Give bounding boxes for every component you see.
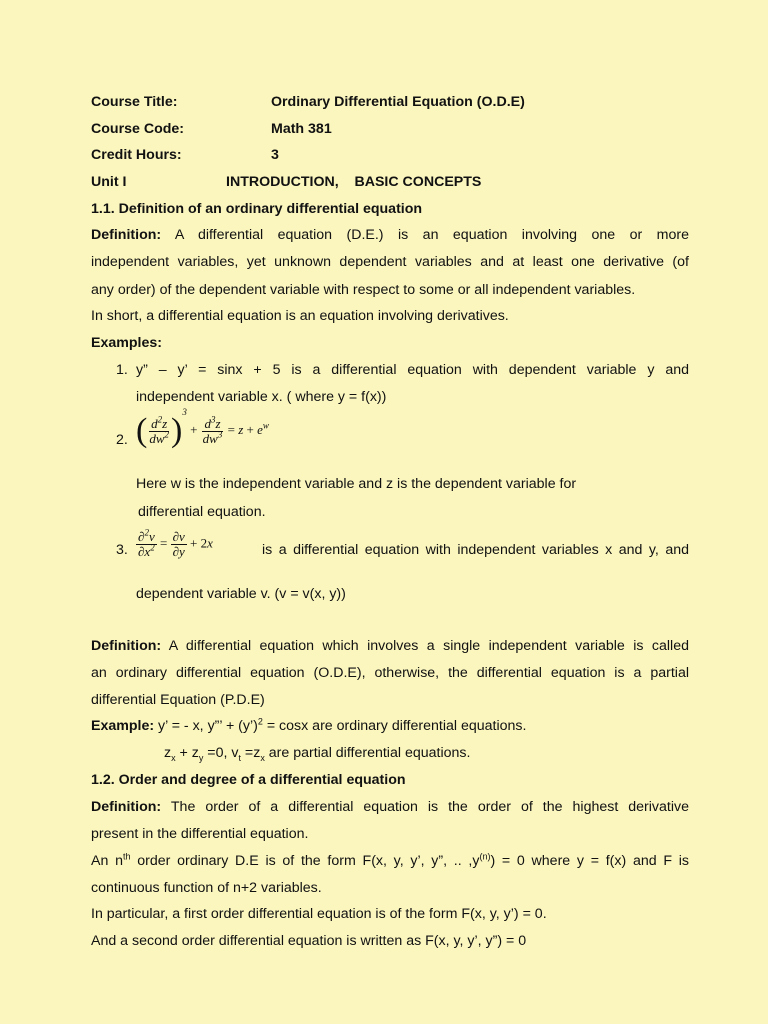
section-heading-1-1: 1.1. Definition of an ordinary differential equation <box>91 201 423 217</box>
nth-order-line2: continuous function of n+2 variables. <box>91 880 322 896</box>
definition-2-text: A differential equation which involves a single independent variable is called <box>168 638 689 654</box>
course-code-label: Course Code: <box>91 121 185 137</box>
example-pde-line: $z_x + z_y =0$, $v_t =z_x$ are partial differential equations. <box>164 745 471 763</box>
definition-1-line3: any order) of the dependent variable with respect to some or all independent variables. <box>91 282 636 298</box>
course-code-row <box>91 120 332 138</box>
nth-order-line1: An $n^{th}$ order ordinary D.E is of the form F(x, y, y’, y”, .. $,y^{(n)}) = 0$ where y = f(x) and F is <box>91 851 689 869</box>
example-3-line1: is a differential equation with independent variables x and y, and <box>262 542 689 558</box>
credit-hours-label: Credit Hours: <box>91 147 182 163</box>
definition-label: Definition: <box>91 227 162 243</box>
fraction-d3z-dw3: $\frac{d^3z}{dw^3}$ <box>202 414 223 446</box>
example-2-equation: ( $\frac{d^2z}{dw^2}$ )$^3$ + $\frac{d^3z}{dw^3}$ = $z + e^w$ <box>136 406 269 449</box>
example-pde-text: are partial differential equations. <box>268 745 471 761</box>
example-2-note-line2: differential equation. <box>138 504 266 520</box>
definition-text: A differential equation (D.E.) is an equation involving one or more <box>174 227 689 243</box>
left-paren: ( <box>136 412 148 449</box>
credit-hours-value: 3 <box>271 147 279 163</box>
example-1-number: 1. <box>116 362 128 378</box>
in-short-line: In short, a differential equation is an equation involving derivatives. <box>91 308 509 324</box>
definition-3-line1 <box>91 798 689 816</box>
course-title-value: Ordinary Differential Equation (O.D.E) <box>271 94 525 110</box>
first-order-line: In particular, a first order differential equation is of the form F(x, y, y’) = 0. <box>91 906 547 922</box>
course-title-label: Course Title: <box>91 94 178 110</box>
section-heading-1-2: 1.2. Order and degree of a differential equation <box>91 772 406 788</box>
example-2-number: 2. <box>116 432 128 448</box>
example-3-number: 3. <box>116 542 128 558</box>
example-ode-text: = cosx are ordinary differential equations. <box>262 718 527 734</box>
example-1-line2: independent variable x. ( where y = f(x)) <box>136 389 387 405</box>
course-title-row <box>91 93 525 111</box>
example-1-line1: y” – y’ = sinx + 5 is a differential equation with dependent variable y and <box>136 362 689 378</box>
example-ode-line: Example: y’ = - x, y”’ + (y’)$^2$ = cosx are ordinary differential equations. <box>91 716 527 734</box>
example-2-note-line1: Here w is the independent variable and z is the dependent variable for <box>136 476 577 492</box>
definition-3-text: The order of a differential equation is the order of the highest derivative <box>170 799 689 815</box>
fraction-d2v-dx2: $\frac{\partial^2v}{\partial x^2}$ <box>138 527 155 559</box>
right-paren: ) <box>171 412 183 449</box>
unit-label: Unit I <box>91 174 127 190</box>
definition-1-line1 <box>91 226 689 244</box>
unit-row <box>91 173 482 191</box>
course-code-value: Math 381 <box>271 121 332 137</box>
example-label: Example: <box>91 718 155 734</box>
credit-hours-row <box>91 146 279 164</box>
definition-3-label: Definition: <box>91 799 162 815</box>
second-order-line: And a second order differential equation is written as F(x, y, y’, y”) = 0 <box>91 933 527 949</box>
unit-title: INTRODUCTION, BASIC CONCEPTS <box>226 174 482 190</box>
definition-2-line2: an ordinary differential equation (O.D.E), otherwise, the differential equation is a partial <box>91 665 689 681</box>
definition-3-line2: present in the differential equation. <box>91 826 309 842</box>
definition-2-label: Definition: <box>91 638 162 654</box>
example-3-equation: $\frac{\partial^2v}{\partial x^2}$ = $\frac{\partial v}{\partial y}$ + 2x <box>138 527 213 559</box>
fraction-dv-dy: $\frac{\partial v}{\partial y}$ <box>172 529 185 559</box>
definition-2-line3: differential Equation (P.D.E) <box>91 692 265 708</box>
fraction-d2z-dw2: $\frac{d^2z}{dw^2}$ <box>149 414 169 446</box>
example-3-line2: dependent variable v. (v = v(x, y)) <box>136 586 346 602</box>
examples-label: Examples: <box>91 335 162 351</box>
definition-2-line1 <box>91 637 689 655</box>
definition-1-line2: independent variables, yet unknown dependent variables and at least one derivative (of <box>91 254 689 270</box>
